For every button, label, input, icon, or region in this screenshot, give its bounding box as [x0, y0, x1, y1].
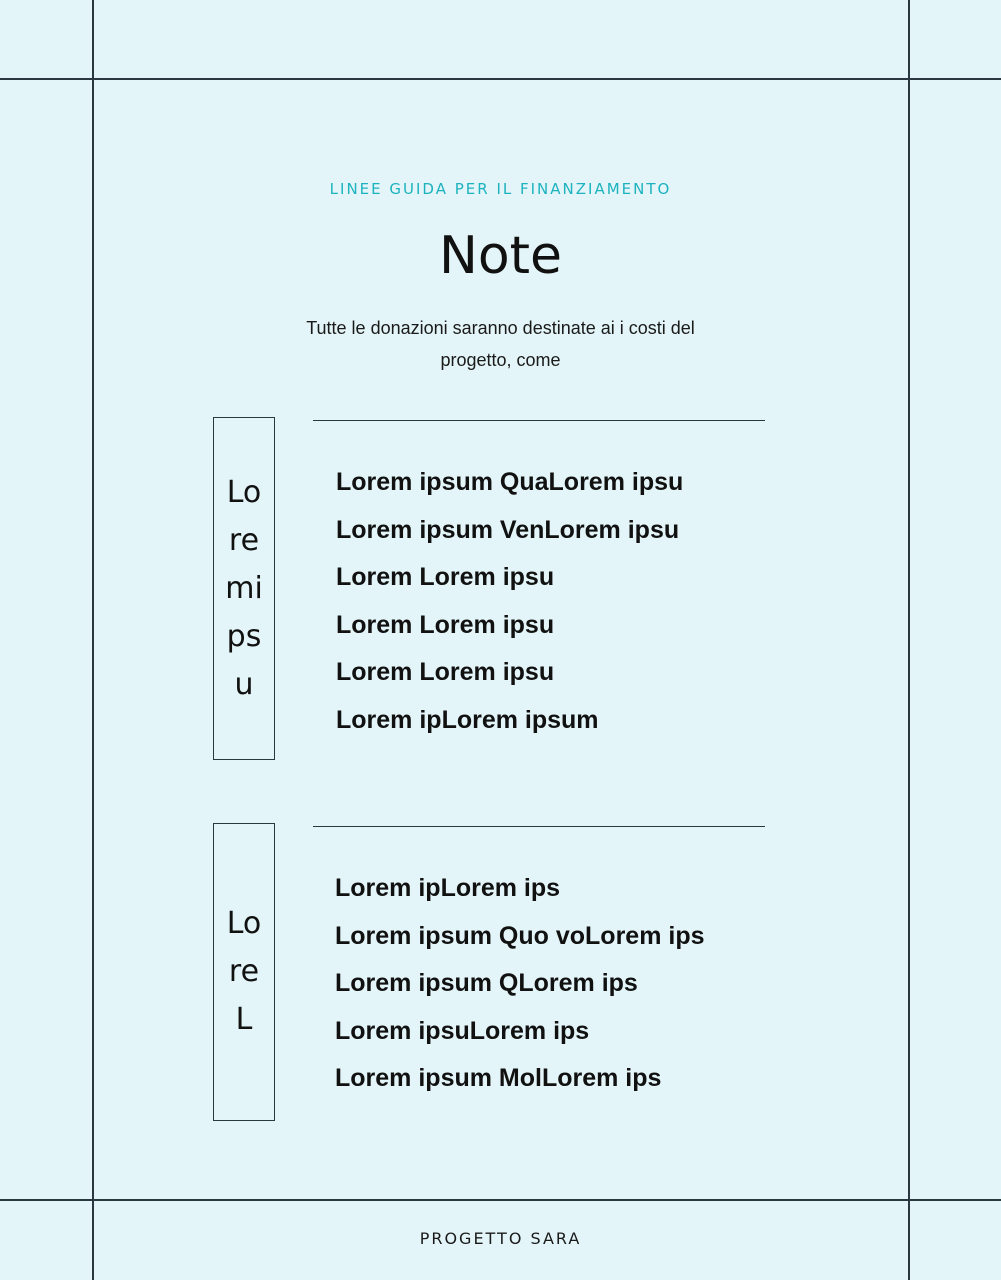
footer-text: PROGETTO SARA — [419, 1229, 582, 1248]
eyebrow-heading: LINEE GUIDA PER IL FINANZIAMENTO — [329, 180, 672, 198]
section-1-side-label: Loremipsu — [225, 474, 263, 702]
list-item: Lorem Lorem ipsu — [336, 658, 555, 686]
section-1-divider — [313, 420, 765, 421]
list-item: Lorem ipsuLorem ips — [335, 1016, 590, 1045]
frame-line-bottom — [0, 1199, 1001, 1201]
list-item: Lorem ipsum QLorem ips — [335, 969, 638, 997]
section-1-side-label-box — [213, 417, 275, 760]
list-item: Lorem Lorem ipsu — [336, 610, 555, 639]
list-item: Lorem ipsum Quo voLorem ips — [335, 921, 705, 950]
page-title: Note — [438, 226, 563, 286]
section-2-side-label-box — [213, 823, 275, 1121]
section-2-list — [335, 865, 705, 1103]
list-item: Lorem ipsum MolLorem ips — [335, 1064, 662, 1092]
section-2-divider — [313, 826, 765, 827]
list-item: Lorem ipLorem ipsum — [336, 705, 599, 734]
intro-text: Tutte le donazioni saranno destinate ai i costi del progetto, come — [306, 318, 695, 370]
frame-line-top — [0, 78, 1001, 80]
list-item: Lorem ipLorem ips — [335, 874, 561, 902]
section-1-list — [336, 459, 683, 744]
list-item: Lorem Lorem ipsu — [336, 563, 555, 591]
section-2-side-label: LoreL — [226, 906, 262, 1037]
list-item: Lorem ipsum VenLorem ipsu — [336, 515, 680, 544]
list-item: Lorem ipsum QuaLorem ipsu — [336, 468, 684, 496]
